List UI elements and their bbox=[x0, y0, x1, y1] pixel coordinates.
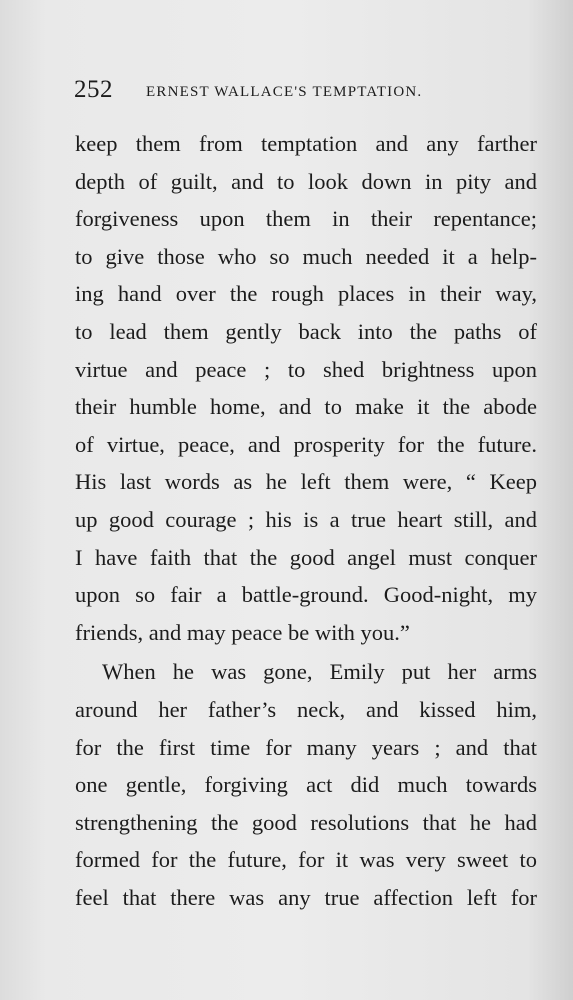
paragraph-1 bbox=[75, 125, 537, 651]
text-line: forgiveness upon them in their repentance; bbox=[75, 206, 537, 232]
text-line: up good courage ; his is a true heart still, and bbox=[75, 506, 537, 532]
text-line: formed for the future, for it was very sweet to bbox=[75, 847, 537, 873]
page-header bbox=[74, 76, 544, 110]
text-line: to lead them gently back into the paths of bbox=[75, 318, 537, 344]
text-line: around her father’s neck, and kissed him, bbox=[75, 696, 537, 722]
text-line: His last words as he left them were, “ Keep bbox=[75, 469, 537, 495]
text-line: for the first time for many years ; and that bbox=[75, 734, 537, 760]
text-line: depth of guilt, and to look down in pity and bbox=[75, 168, 537, 194]
text-line: friends, and may peace be with you.” bbox=[75, 619, 410, 645]
text-line: virtue and peace ; to shed brightness upon bbox=[75, 356, 537, 382]
text-line: feel that there was any true affection left for bbox=[75, 884, 537, 910]
running-title: ERNEST WALLACE'S TEMPTATION. bbox=[146, 84, 423, 100]
text-line: ing hand over the rough places in their way, bbox=[75, 281, 537, 307]
text-line: keep them from temptation and any farther bbox=[75, 131, 537, 156]
body-text bbox=[75, 125, 537, 916]
text-line: their humble home, and to make it the abode bbox=[75, 394, 537, 420]
text-line: to give those who so much needed it a help- bbox=[75, 243, 537, 269]
text-line: of virtue, peace, and prosperity for the future. bbox=[75, 431, 537, 457]
paragraph-2 bbox=[75, 653, 537, 916]
text-line: strengthening the good resolutions that he had bbox=[75, 809, 537, 835]
text-line: upon so fair a battle-ground. Good-night, my bbox=[75, 582, 537, 608]
text-line: I have faith that the good angel must conquer bbox=[75, 544, 537, 570]
page-number: 252 bbox=[74, 76, 113, 103]
text-line: When he was gone, Emily put her arms bbox=[102, 659, 537, 685]
text-line: one gentle, forgiving act did much towards bbox=[75, 772, 537, 798]
